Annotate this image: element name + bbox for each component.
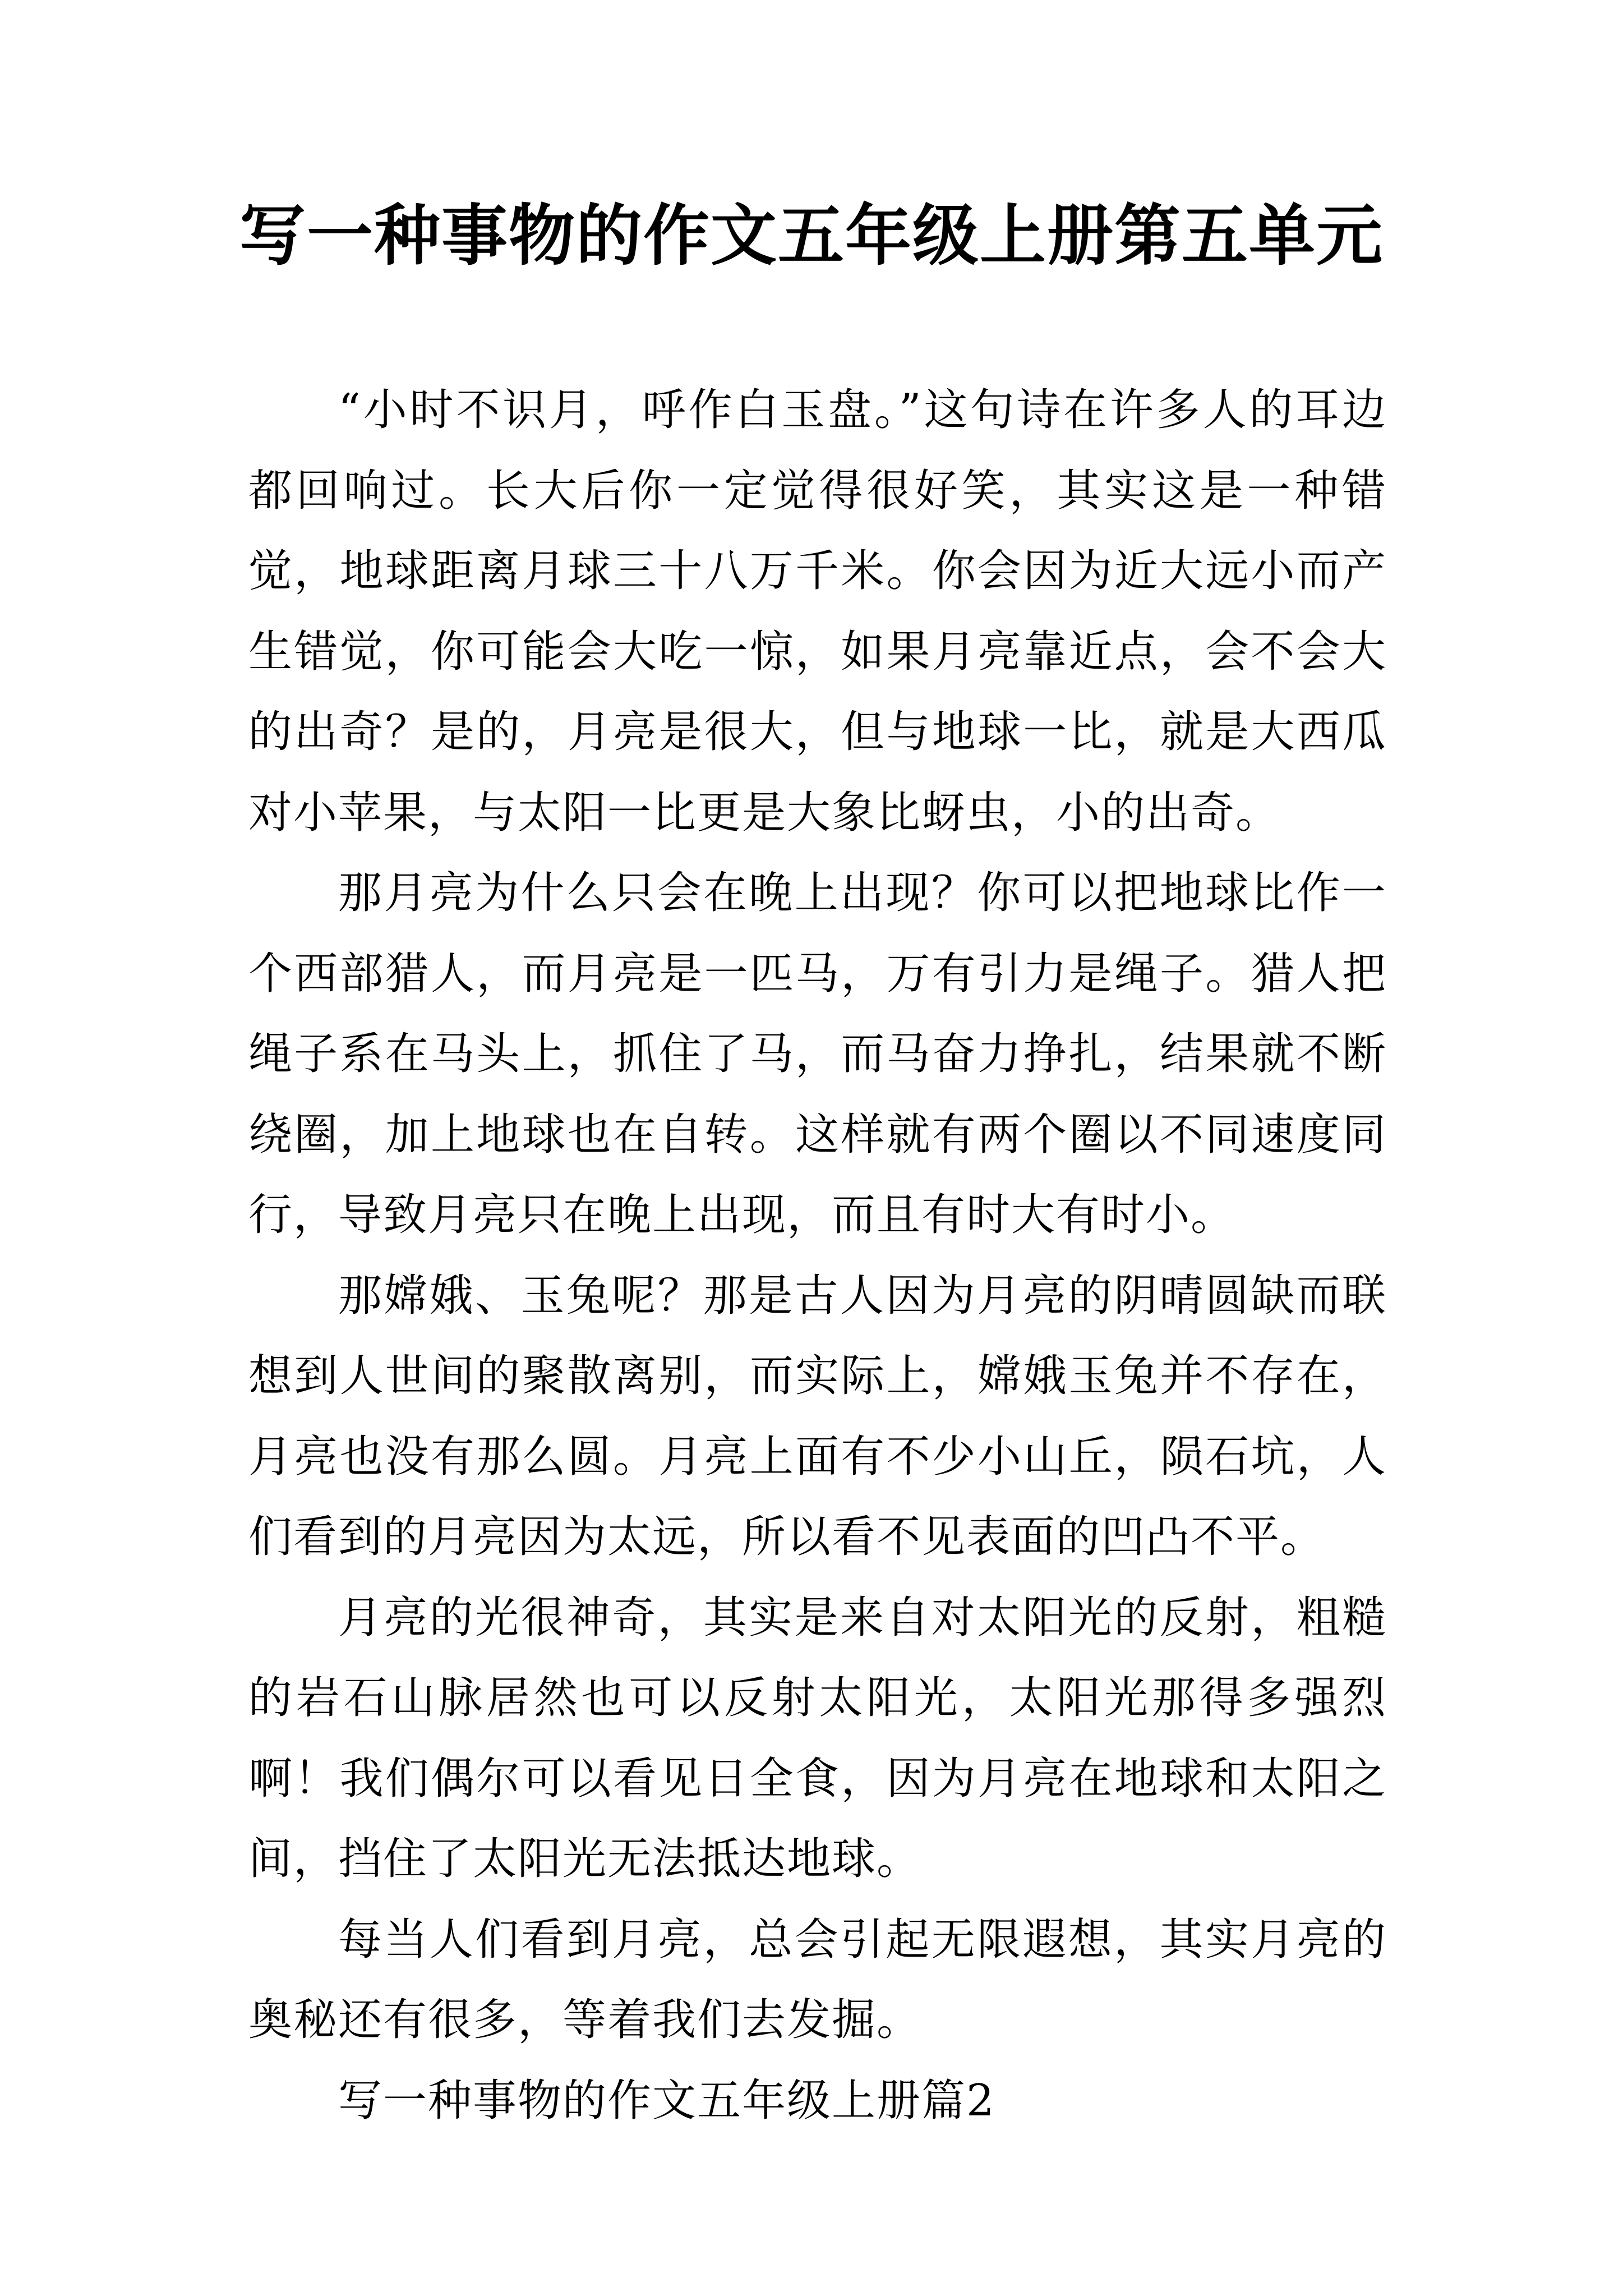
paragraph: 月亮的光很神奇，其实是来自对太阳光的反射，粗糙的岩石山脉居然也可以反射太阳光，太阳光那得多强烈啊！我们偶尔可以看见日全食，因为月亮在地球和太阳之间，挡住了太阳光无法抵达地球。 xyxy=(248,1592,1387,1884)
section-heading: 写一种事物的作文五年级上册篇2 xyxy=(338,2075,995,2126)
document-body xyxy=(248,370,1387,2141)
paragraph: 每当人们看到月亮，总会引起无限遐想，其实月亮的奥秘还有很多，等着我们去发掘。 xyxy=(248,1914,1387,2045)
paragraph: “小时不识月，呼作白玉盘。”这句诗在许多人的耳边都回响过。长大后你一定觉得很好笑，其实这是一种错觉，地球距离月球三十八万千米。你会因为近大远小而产生错觉，你可能会大吃一惊，如果月亮靠近点，会不会大的出奇？是的，月亮是很大，但与地球一比，就是大西瓜对小苹果，与太阳一比更是大象比蚜虫，小的出奇。 xyxy=(248,385,1387,838)
paragraph: 那嫦娥、玉兔呢？那是古人因为月亮的阴晴圆缺而联想到人世间的聚散离别，而实际上，嫦娥玉兔并不存在，月亮也没有那么圆。月亮上面有不少小山丘，陨石坑，人们看到的月亮因为太远，所以看不见表面的凹凸不平。 xyxy=(248,1270,1387,1562)
document-title: 写一种事物的作文五年级上册第五单元 xyxy=(239,196,1384,274)
paragraph: 那月亮为什么只会在晚上出现？你可以把地球比作一个西部猎人，而月亮是一匹马，万有引力是绳子。猎人把绳子系在马头上，抓住了马，而马奋力挣扎，结果就不断绕圈，加上地球也在自转。这样就有两个圈以不同速度同行，导致月亮只在晚上出现，而且有时大有时小。 xyxy=(248,868,1387,1240)
